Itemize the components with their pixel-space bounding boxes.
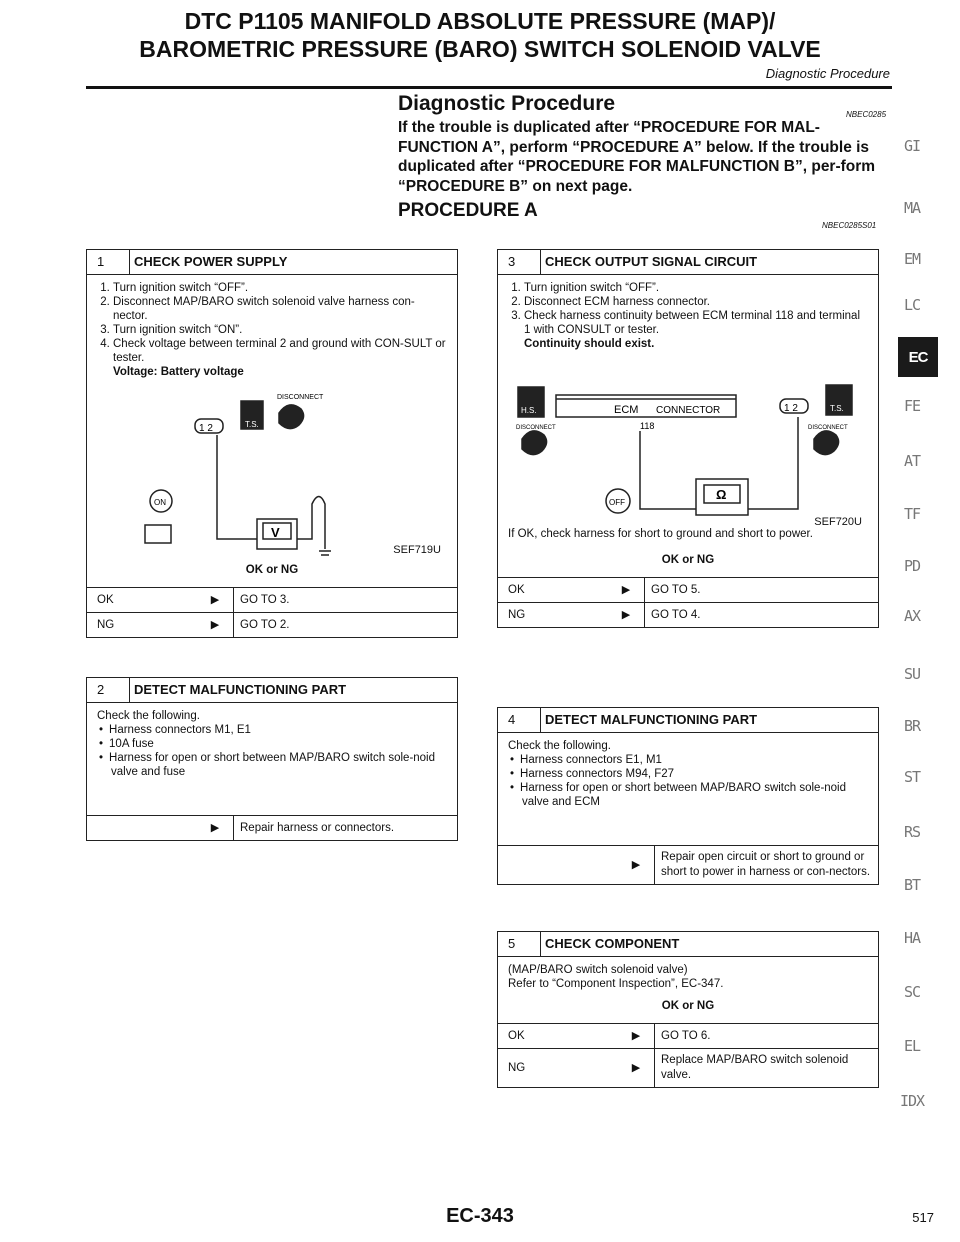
arrow-icon: ▶ [621,609,631,621]
diagram-label: V [271,525,280,540]
result-action: GO TO 4. [644,603,878,627]
arrow-icon: ▶ [210,822,220,834]
step-box-4 [497,707,879,885]
check-item: • Harness connectors M1, E1 [111,723,447,737]
step-item: 2. Disconnect ECM harness connector. [524,295,868,309]
step-item: 3. Turn ignition switch “ON”. [113,323,447,337]
result-row [498,1023,878,1048]
result-action: GO TO 5. [644,578,878,602]
step-body [87,703,457,815]
arrow-icon: ▶ [210,619,220,631]
result-row [87,815,457,840]
result-row [498,1048,878,1087]
step-header [498,250,878,275]
result-row [498,845,878,884]
result-label: OK [508,1030,525,1042]
continuity-diagram-svg [508,351,866,527]
result-label: NG [97,619,115,631]
arrow-icon: ▶ [210,594,220,606]
page-number: EC-343 [446,1205,514,1227]
sheet-number: 517 [912,1210,934,1225]
result-row [498,602,878,627]
header-rule [86,86,892,89]
step-box-5 [497,931,879,1088]
check-item: • Harness for open or short between MAP/BARO switch sole-noid valve and fuse [111,751,447,779]
step-header [87,250,457,275]
step-body [87,275,457,587]
spec-text: Voltage: Battery voltage [113,366,244,378]
component-line: (MAP/BARO switch solenoid valve) [508,964,688,976]
intro-heading: Diagnostic Procedure [398,92,616,115]
diagram-label: H.S. [521,406,537,415]
diagram-label: DISCONNECT [516,425,556,431]
tab-at[interactable]: AT [903,452,921,470]
step-body [498,733,878,845]
step-number: 1 [87,250,130,274]
step-item: 3. Check harness continuity between ECM terminal 118 and terminal 1 with CONSULT or tester. [524,309,868,337]
check-item: • Harness connectors E1, M1 [522,753,868,767]
procedure-a-code: NBEC0285S01 [822,221,877,230]
check-item: • Harness for open or short between MAP/BARO switch sole-noid valve and ECM [522,781,868,809]
result-row [87,587,457,612]
tab-ec-active[interactable]: EC [898,337,938,377]
ok-or-ng: OK or NG [661,1000,715,1012]
page-title-line1: DTC P1105 MANIFOLD ABSOLUTE PRESSURE (MAP)/ [184,8,776,34]
step-item: 1. Turn ignition switch “OFF”. [524,281,868,295]
diagram-label: ECM [614,404,639,416]
tab-gi[interactable]: GI [903,137,921,155]
procedure-a-heading: PROCEDURE A [398,200,538,221]
step-header [498,932,878,957]
step-item: 4. Check voltage between terminal 2 and ground with CON-SULT or tester. [113,337,447,365]
result-action: Repair harness or connectors. [233,816,457,840]
continuity-check-diagram [508,351,868,527]
page-title-line2: BAROMETRIC PRESSURE (BARO) SWITCH SOLENOID VALVE [139,36,821,62]
diagram-label: CONNECTOR [656,405,721,416]
step-title: CHECK OUTPUT SIGNAL CIRCUIT [545,254,758,269]
step-body [498,957,878,1023]
step-title: DETECT MALFUNCTIONING PART [545,712,758,727]
check-item: • 10A fuse [111,737,447,751]
diagram-label: OFF [609,498,625,507]
arrow-icon: ▶ [631,1030,641,1042]
tab-ma[interactable]: MA [903,199,921,217]
step-box-3 [497,249,879,628]
step-lead: Check the following. [508,740,611,752]
result-label [498,846,618,884]
result-label: NG [508,1062,526,1074]
diagram-label: Ω [716,487,727,502]
tab-su[interactable]: SU [903,665,921,683]
intro-text: If the trouble is duplicated after “PROCEDURE FOR MAL-FUNCTION A”, perform “PROCEDURE A” below. If the trouble is duplicated after “PROCEDURE FOR MALFUNCTION B”, per-form “PROCEDURE B” on next page. [398,119,876,195]
result-label: OK [97,594,114,606]
tab-br[interactable]: BR [903,717,921,735]
step-lead: Check the following. [97,710,200,722]
arrow-icon: ▶ [621,584,631,596]
step-number: 4 [498,708,541,732]
ok-or-ng: OK or NG [245,564,299,576]
tab-sc[interactable]: SC [903,983,921,1001]
tab-idx[interactable]: IDX [899,1092,925,1110]
step-header [87,678,457,703]
step-title: DETECT MALFUNCTIONING PART [134,682,347,697]
step-body [498,275,878,577]
ok-or-ng: OK or NG [661,554,715,566]
tab-ax[interactable]: AX [903,607,921,625]
result-row [498,577,878,602]
intro-code: NBEC0285 [846,110,887,119]
result-label [87,816,197,840]
step-title: CHECK COMPONENT [545,936,680,951]
step-title: CHECK POWER SUPPLY [134,254,288,269]
step-header [498,708,878,733]
followup-text: If OK, check harness for short to ground and short to power. [508,528,813,540]
tab-fe[interactable]: FE [903,397,921,415]
tab-rs[interactable]: RS [903,823,921,841]
step-box-1 [86,249,458,638]
tab-tf[interactable]: TF [903,505,921,523]
arrow-icon: ▶ [631,1062,641,1074]
diagram-label: 1 2 [199,423,213,434]
step-number: 5 [498,932,541,956]
diagram-label: T.S. [830,404,844,413]
step-number: 2 [87,678,130,702]
tab-lc[interactable]: LC [903,296,921,314]
tab-pd[interactable]: PD [903,557,921,575]
diagram-label: ON [154,498,166,507]
diagram-label: DISCONNECT [808,425,848,431]
voltage-check-diagram [97,379,447,559]
result-row [87,612,457,637]
step-item: 2. Disconnect MAP/BARO switch solenoid valve harness con-nector. [113,295,447,323]
result-action: GO TO 3. [233,588,457,612]
spec-text: Continuity should exist. [524,338,655,350]
voltage-diagram-svg [97,379,445,559]
result-action: GO TO 6. [654,1024,878,1048]
result-label: NG [508,609,526,621]
figure-code: SEF719U [393,544,441,556]
tab-em[interactable]: EM [903,250,921,268]
result-action: GO TO 2. [233,613,457,637]
diagram-label: DISCONNECT [277,394,324,401]
result-label: OK [508,584,525,596]
figure-code: SEF720U [814,516,862,528]
arrow-icon: ▶ [631,859,641,871]
result-action: Repair open circuit or short to ground or short to power in harness or con-nectors. [654,846,878,884]
diagram-label: 1 2 [784,403,798,414]
section-label: Diagnostic Procedure [765,66,890,81]
result-action: Replace MAP/BARO switch solenoid valve. [654,1049,878,1087]
tab-bt[interactable]: BT [903,876,921,894]
step-item: 1. Turn ignition switch “OFF”. [113,281,447,295]
step-box-2 [86,677,458,841]
tab-st[interactable]: ST [903,768,921,786]
check-item: • Harness connectors M94, F27 [522,767,868,781]
diagram-label: T.S. [245,420,259,429]
component-line: Refer to “Component Inspection”, EC-347. [508,978,724,990]
diagram-label: 118 [640,421,655,431]
step-number: 3 [498,250,541,274]
tab-ha[interactable]: HA [903,929,921,947]
tab-el[interactable]: EL [903,1037,921,1055]
